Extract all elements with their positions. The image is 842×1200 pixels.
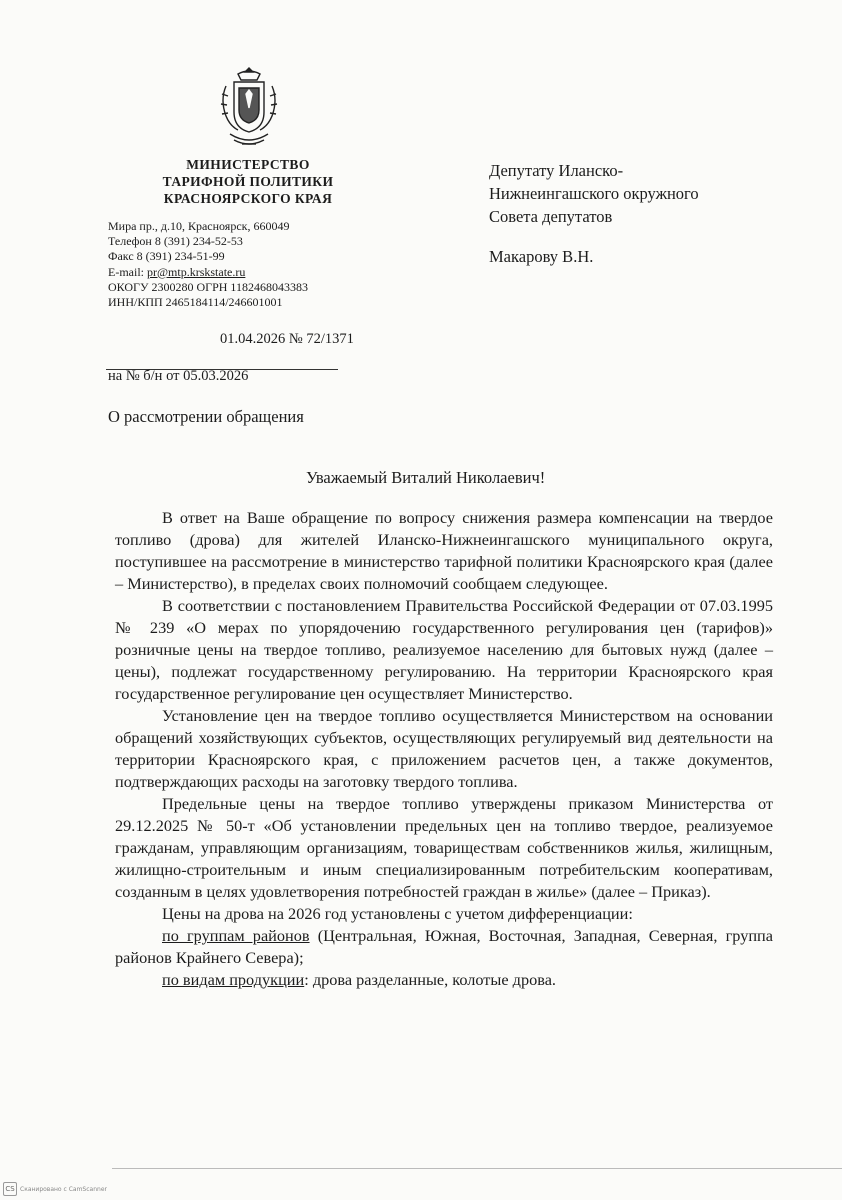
paragraph: Установление цен на твердое топливо осуществляется Министерством на основании обращений хозяйствующих субъектов, осуществляющих регулируемый вид деятельности на территории Красноярского края, с приложением расчетов цен, а также документов, подтверждающих расходы на заготовку твердого топлива. [115,706,773,791]
paragraph: Предельные цены на твердое топливо утверждены приказом Министерства от 29.12.2025 № 50-т «Об установлении предельных цен на топливо твердое, реализуемое гражданам, управляющим организациям, товариществам собственников жилья, жилищным, жилищно-строительным и иным специализированным потребительским кооперативам, созданным в целях удовлетворения потребностей граждан в жилье» (далее – Приказ). [115,794,773,901]
email-row [108,265,398,280]
list-item-text: : дрова разделанные, колотые дрова. [304,970,556,989]
email-link[interactable]: pr@mtp.krskstate.ru [147,264,246,279]
addressee-line: Нижнеингашского окружного [489,184,699,203]
email-label: E-mail: [108,264,147,279]
phone: Телефон 8 (391) 234-52-53 [108,234,243,249]
registration-number: 01.04.2026 № 72/1371 [220,331,354,347]
addressee-block [489,159,699,228]
list-item [115,969,773,991]
addressee-name: Макарову В.Н. [489,247,594,266]
inn-kpp: ИНН/КПП 2465184114/246601001 [108,295,283,310]
scanner-watermark [3,1182,107,1196]
list-item-text: (Центральная, Южная, Восточная, Западная, Северная, группа районов Крайнего Севера); [115,926,773,967]
list-item-label: по видам продукции [162,970,305,989]
greeting: Уважаемый Виталий Николаевич! [306,468,546,487]
okogu: ОКОГУ 2300280 ОГРН 1182468043383 [108,279,308,294]
letter-body [115,507,773,991]
ministry-line: ТАРИФНОЙ ПОЛИТИКИ [162,174,334,189]
reference-line: на № б/н от 05.03.2026 [108,368,249,384]
paragraph: Цены на дрова на 2026 год установлены с учетом дифференциации: [162,904,633,923]
addressee-line: Совета депутатов [489,207,613,226]
ministry-line: КРАСНОЯРСКОГО КРАЯ [163,191,333,206]
ministry-contacts [108,219,398,310]
scanner-text: Сканировано с CamScanner [20,1185,107,1193]
addressee-line: Депутату Иланско- [489,161,624,180]
camscanner-logo-icon: CS [3,1182,17,1196]
paragraph: В соответствии с постановлением Правительства Российской Федерации от 07.03.1995 № 239 «О мерах по упорядочению государственного регулирования цен (тарифов)» розничные цены на твердое топливо, реализуемое населению для бытовых нужд (далее – цены), подлежат государственному регулированию. На территории Красноярского края государственное регулирование цен осуществляет Министерство. [115,596,773,703]
coat-of-arms-icon [216,64,282,150]
list-item [115,925,773,969]
fax: Факс 8 (391) 234-51-99 [108,249,225,264]
page-bottom-rule [112,1168,842,1169]
list-item-label: по группам районов [162,926,310,945]
paragraph: В ответ на Ваше обращение по вопросу снижения размера компенсации на твердое топливо (дрова) для жителей Иланско-Нижнеингашского муниципального округа, поступившее на рассмотрение в министерство тарифной политики Красноярского края (далее – Министерство), в пределах своих полномочий сообщаем следующее. [115,508,773,593]
address: Мира пр., д.10, Красноярск, 660049 [108,219,290,233]
ministry-line: МИНИСТЕРСТВО [186,157,310,172]
letter-subject: О рассмотрении обращения [108,407,304,426]
ministry-name [110,156,386,207]
